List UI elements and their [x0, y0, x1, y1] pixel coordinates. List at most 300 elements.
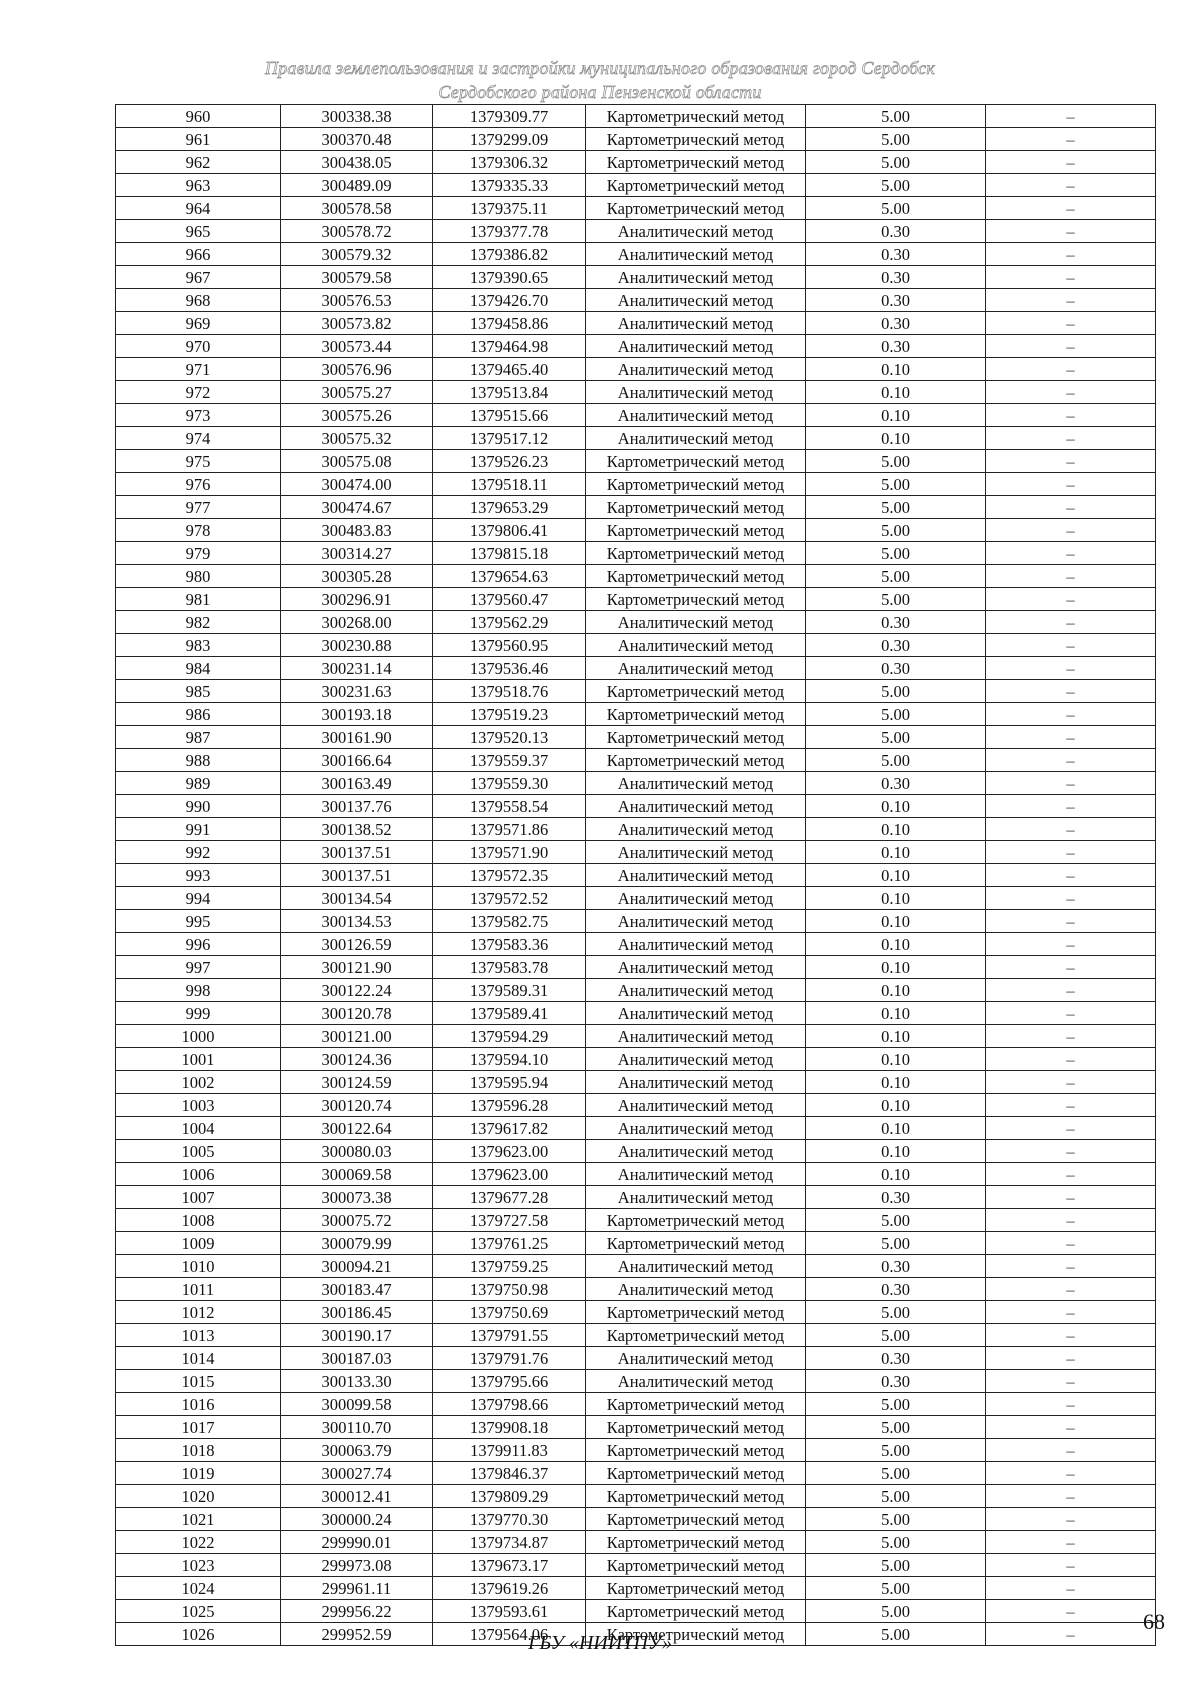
note-cell: – [986, 404, 1156, 427]
x-coordinate-cell: 300121.90 [281, 956, 433, 979]
x-coordinate-cell: 300474.00 [281, 473, 433, 496]
table-row [116, 197, 1156, 220]
x-coordinate-cell: 300578.72 [281, 220, 433, 243]
point-number-cell: 1004 [116, 1117, 281, 1140]
point-number-cell: 1026 [116, 1623, 281, 1646]
method-cell: Аналитический метод [586, 381, 806, 404]
point-number-cell: 1008 [116, 1209, 281, 1232]
accuracy-cell: 5.00 [806, 1439, 986, 1462]
note-cell: – [986, 1600, 1156, 1623]
point-number-cell: 961 [116, 128, 281, 151]
note-cell: – [986, 956, 1156, 979]
y-coordinate-cell: 1379734.87 [433, 1531, 586, 1554]
point-number-cell: 967 [116, 266, 281, 289]
x-coordinate-cell: 300483.83 [281, 519, 433, 542]
y-coordinate-cell: 1379809.29 [433, 1485, 586, 1508]
x-coordinate-cell: 300314.27 [281, 542, 433, 565]
table-row [116, 266, 1156, 289]
table-row [116, 427, 1156, 450]
table-row [116, 1324, 1156, 1347]
point-number-cell: 1011 [116, 1278, 281, 1301]
x-coordinate-cell: 300186.45 [281, 1301, 433, 1324]
point-number-cell: 1020 [116, 1485, 281, 1508]
accuracy-cell: 5.00 [806, 128, 986, 151]
y-coordinate-cell: 1379572.52 [433, 887, 586, 910]
table-row [116, 749, 1156, 772]
y-coordinate-cell: 1379791.55 [433, 1324, 586, 1347]
y-coordinate-cell: 1379677.28 [433, 1186, 586, 1209]
point-number-cell: 974 [116, 427, 281, 450]
y-coordinate-cell: 1379750.98 [433, 1278, 586, 1301]
point-number-cell: 962 [116, 151, 281, 174]
accuracy-cell: 0.30 [806, 1370, 986, 1393]
y-coordinate-cell: 1379309.77 [433, 105, 586, 128]
y-coordinate-cell: 1379589.31 [433, 979, 586, 1002]
y-coordinate-cell: 1379562.29 [433, 611, 586, 634]
point-number-cell: 1016 [116, 1393, 281, 1416]
note-cell: – [986, 1163, 1156, 1186]
y-coordinate-cell: 1379594.29 [433, 1025, 586, 1048]
method-cell: Картометрический метод [586, 450, 806, 473]
point-number-cell: 970 [116, 335, 281, 358]
method-cell: Аналитический метод [586, 611, 806, 634]
y-coordinate-cell: 1379519.23 [433, 703, 586, 726]
y-coordinate-cell: 1379560.95 [433, 634, 586, 657]
method-cell: Картометрический метод [586, 1301, 806, 1324]
accuracy-cell: 5.00 [806, 496, 986, 519]
accuracy-cell: 0.30 [806, 1278, 986, 1301]
accuracy-cell: 0.10 [806, 841, 986, 864]
point-number-cell: 999 [116, 1002, 281, 1025]
point-number-cell: 995 [116, 910, 281, 933]
accuracy-cell: 5.00 [806, 1209, 986, 1232]
x-coordinate-cell: 300124.59 [281, 1071, 433, 1094]
table-row [116, 933, 1156, 956]
accuracy-cell: 5.00 [806, 680, 986, 703]
accuracy-cell: 5.00 [806, 151, 986, 174]
note-cell: – [986, 910, 1156, 933]
point-number-cell: 963 [116, 174, 281, 197]
running-header-line-1: Правила землепользования и застройки муниципального образования город Сердобск [265, 58, 935, 78]
note-cell: – [986, 1439, 1156, 1462]
y-coordinate-cell: 1379759.25 [433, 1255, 586, 1278]
method-cell: Аналитический метод [586, 1117, 806, 1140]
note-cell: – [986, 1117, 1156, 1140]
x-coordinate-cell: 300120.74 [281, 1094, 433, 1117]
y-coordinate-cell: 1379798.66 [433, 1393, 586, 1416]
method-cell: Аналитический метод [586, 1255, 806, 1278]
accuracy-cell: 0.30 [806, 1347, 986, 1370]
method-cell: Аналитический метод [586, 1071, 806, 1094]
method-cell: Картометрический метод [586, 565, 806, 588]
point-number-cell: 964 [116, 197, 281, 220]
table-row [116, 473, 1156, 496]
table-row [116, 1048, 1156, 1071]
accuracy-cell: 5.00 [806, 174, 986, 197]
accuracy-cell: 0.10 [806, 1140, 986, 1163]
y-coordinate-cell: 1379377.78 [433, 220, 586, 243]
table-row [116, 1094, 1156, 1117]
note-cell: – [986, 427, 1156, 450]
x-coordinate-cell: 299990.01 [281, 1531, 433, 1554]
accuracy-cell: 5.00 [806, 1577, 986, 1600]
y-coordinate-cell: 1379517.12 [433, 427, 586, 450]
table-row [116, 289, 1156, 312]
table-row [116, 1002, 1156, 1025]
footer-organization: ГБУ «НИИТПУ» [528, 1632, 672, 1654]
x-coordinate-cell: 300579.32 [281, 243, 433, 266]
y-coordinate-cell: 1379386.82 [433, 243, 586, 266]
method-cell: Картометрический метод [586, 1232, 806, 1255]
note-cell: – [986, 1094, 1156, 1117]
table-row [116, 1117, 1156, 1140]
y-coordinate-cell: 1379559.30 [433, 772, 586, 795]
y-coordinate-cell: 1379654.63 [433, 565, 586, 588]
y-coordinate-cell: 1379595.94 [433, 1071, 586, 1094]
x-coordinate-cell: 300474.67 [281, 496, 433, 519]
x-coordinate-cell: 300575.08 [281, 450, 433, 473]
accuracy-cell: 0.30 [806, 289, 986, 312]
note-cell: – [986, 887, 1156, 910]
accuracy-cell: 0.10 [806, 933, 986, 956]
point-number-cell: 988 [116, 749, 281, 772]
x-coordinate-cell: 300133.30 [281, 1370, 433, 1393]
point-number-cell: 1017 [116, 1416, 281, 1439]
x-coordinate-cell: 300122.64 [281, 1117, 433, 1140]
note-cell: – [986, 358, 1156, 381]
point-number-cell: 991 [116, 818, 281, 841]
table-row [116, 105, 1156, 128]
x-coordinate-cell: 300575.26 [281, 404, 433, 427]
table-row [116, 496, 1156, 519]
table-row [116, 818, 1156, 841]
note-cell: – [986, 519, 1156, 542]
note-cell: – [986, 1393, 1156, 1416]
table-row [116, 979, 1156, 1002]
accuracy-cell: 5.00 [806, 1462, 986, 1485]
x-coordinate-cell: 300079.99 [281, 1232, 433, 1255]
point-number-cell: 960 [116, 105, 281, 128]
accuracy-cell: 5.00 [806, 519, 986, 542]
x-coordinate-cell: 300138.52 [281, 818, 433, 841]
method-cell: Аналитический метод [586, 427, 806, 450]
y-coordinate-cell: 1379673.17 [433, 1554, 586, 1577]
y-coordinate-cell: 1379515.66 [433, 404, 586, 427]
x-coordinate-cell: 300122.24 [281, 979, 433, 1002]
y-coordinate-cell: 1379464.98 [433, 335, 586, 358]
accuracy-cell: 0.10 [806, 887, 986, 910]
x-coordinate-cell: 300190.17 [281, 1324, 433, 1347]
point-number-cell: 1025 [116, 1600, 281, 1623]
y-coordinate-cell: 1379761.25 [433, 1232, 586, 1255]
accuracy-cell: 5.00 [806, 197, 986, 220]
note-cell: – [986, 105, 1156, 128]
method-cell: Картометрический метод [586, 1508, 806, 1531]
accuracy-cell: 0.10 [806, 427, 986, 450]
note-cell: – [986, 634, 1156, 657]
x-coordinate-cell: 300137.51 [281, 864, 433, 887]
method-cell: Картометрический метод [586, 1462, 806, 1485]
note-cell: – [986, 703, 1156, 726]
y-coordinate-cell: 1379594.10 [433, 1048, 586, 1071]
point-number-cell: 996 [116, 933, 281, 956]
method-cell: Аналитический метод [586, 358, 806, 381]
x-coordinate-cell: 300575.27 [281, 381, 433, 404]
table-row [116, 1462, 1156, 1485]
method-cell: Аналитический метод [586, 404, 806, 427]
accuracy-cell: 0.10 [806, 358, 986, 381]
y-coordinate-cell: 1379518.11 [433, 473, 586, 496]
method-cell: Картометрический метод [586, 1439, 806, 1462]
method-cell: Аналитический метод [586, 312, 806, 335]
table-row [116, 1416, 1156, 1439]
accuracy-cell: 0.10 [806, 1025, 986, 1048]
point-number-cell: 1002 [116, 1071, 281, 1094]
y-coordinate-cell: 1379623.00 [433, 1140, 586, 1163]
accuracy-cell: 0.10 [806, 864, 986, 887]
accuracy-cell: 5.00 [806, 1485, 986, 1508]
note-cell: – [986, 818, 1156, 841]
accuracy-cell: 5.00 [806, 749, 986, 772]
point-number-cell: 1006 [116, 1163, 281, 1186]
method-cell: Аналитический метод [586, 1163, 806, 1186]
method-cell: Аналитический метод [586, 956, 806, 979]
method-cell: Аналитический метод [586, 634, 806, 657]
method-cell: Аналитический метод [586, 841, 806, 864]
accuracy-cell: 0.10 [806, 1071, 986, 1094]
accuracy-cell: 0.10 [806, 1094, 986, 1117]
method-cell: Аналитический метод [586, 289, 806, 312]
x-coordinate-cell: 300268.00 [281, 611, 433, 634]
method-cell: Аналитический метод [586, 979, 806, 1002]
x-coordinate-cell: 300110.70 [281, 1416, 433, 1439]
page-number: 68 [1143, 1609, 1165, 1634]
method-cell: Картометрический метод [586, 749, 806, 772]
x-coordinate-cell: 300296.91 [281, 588, 433, 611]
point-number-cell: 993 [116, 864, 281, 887]
note-cell: – [986, 289, 1156, 312]
point-number-cell: 1012 [116, 1301, 281, 1324]
method-cell: Аналитический метод [586, 795, 806, 818]
accuracy-cell: 0.10 [806, 818, 986, 841]
point-number-cell: 987 [116, 726, 281, 749]
method-cell: Аналитический метод [586, 266, 806, 289]
method-cell: Картометрический метод [586, 1577, 806, 1600]
y-coordinate-cell: 1379750.69 [433, 1301, 586, 1324]
method-cell: Аналитический метод [586, 1370, 806, 1393]
table-row [116, 726, 1156, 749]
y-coordinate-cell: 1379911.83 [433, 1439, 586, 1462]
point-number-cell: 981 [116, 588, 281, 611]
point-number-cell: 973 [116, 404, 281, 427]
note-cell: – [986, 174, 1156, 197]
note-cell: – [986, 1623, 1156, 1646]
x-coordinate-cell: 300012.41 [281, 1485, 433, 1508]
y-coordinate-cell: 1379846.37 [433, 1462, 586, 1485]
x-coordinate-cell: 300163.49 [281, 772, 433, 795]
method-cell: Аналитический метод [586, 1002, 806, 1025]
method-cell: Картометрический метод [586, 1393, 806, 1416]
note-cell: – [986, 335, 1156, 358]
table-row [116, 1554, 1156, 1577]
point-number-cell: 982 [116, 611, 281, 634]
y-coordinate-cell: 1379571.90 [433, 841, 586, 864]
note-cell: – [986, 542, 1156, 565]
accuracy-cell: 0.30 [806, 657, 986, 680]
y-coordinate-cell: 1379335.33 [433, 174, 586, 197]
point-number-cell: 979 [116, 542, 281, 565]
note-cell: – [986, 1209, 1156, 1232]
accuracy-cell: 0.30 [806, 312, 986, 335]
x-coordinate-cell: 300027.74 [281, 1462, 433, 1485]
y-coordinate-cell: 1379596.28 [433, 1094, 586, 1117]
table-row [116, 634, 1156, 657]
accuracy-cell: 0.30 [806, 611, 986, 634]
note-cell: – [986, 1071, 1156, 1094]
y-coordinate-cell: 1379306.32 [433, 151, 586, 174]
y-coordinate-cell: 1379791.76 [433, 1347, 586, 1370]
coordinates-table [115, 104, 1156, 1646]
note-cell: – [986, 312, 1156, 335]
point-number-cell: 1001 [116, 1048, 281, 1071]
table-row [116, 243, 1156, 266]
point-number-cell: 969 [116, 312, 281, 335]
table-row [116, 404, 1156, 427]
table-row [116, 1393, 1156, 1416]
note-cell: – [986, 266, 1156, 289]
x-coordinate-cell: 300124.36 [281, 1048, 433, 1071]
table-row [116, 1301, 1156, 1324]
note-cell: – [986, 657, 1156, 680]
method-cell: Картометрический метод [586, 1416, 806, 1439]
x-coordinate-cell: 300230.88 [281, 634, 433, 657]
method-cell: Аналитический метод [586, 657, 806, 680]
note-cell: – [986, 979, 1156, 1002]
x-coordinate-cell: 300370.48 [281, 128, 433, 151]
y-coordinate-cell: 1379806.41 [433, 519, 586, 542]
note-cell: – [986, 933, 1156, 956]
table-row [116, 772, 1156, 795]
accuracy-cell: 5.00 [806, 450, 986, 473]
note-cell: – [986, 1577, 1156, 1600]
table-row [116, 1531, 1156, 1554]
note-cell: – [986, 565, 1156, 588]
note-cell: – [986, 1370, 1156, 1393]
x-coordinate-cell: 300231.14 [281, 657, 433, 680]
accuracy-cell: 5.00 [806, 588, 986, 611]
note-cell: – [986, 588, 1156, 611]
y-coordinate-cell: 1379564.06 [433, 1623, 586, 1646]
table-row [116, 128, 1156, 151]
note-cell: – [986, 381, 1156, 404]
method-cell: Аналитический метод [586, 1278, 806, 1301]
accuracy-cell: 0.10 [806, 381, 986, 404]
accuracy-cell: 0.10 [806, 979, 986, 1002]
accuracy-cell: 0.10 [806, 1002, 986, 1025]
y-coordinate-cell: 1379582.75 [433, 910, 586, 933]
method-cell: Аналитический метод [586, 864, 806, 887]
note-cell: – [986, 795, 1156, 818]
point-number-cell: 971 [116, 358, 281, 381]
point-number-cell: 965 [116, 220, 281, 243]
point-number-cell: 976 [116, 473, 281, 496]
table-body [116, 105, 1156, 1646]
accuracy-cell: 0.30 [806, 1186, 986, 1209]
accuracy-cell: 5.00 [806, 1623, 986, 1646]
method-cell: Картометрический метод [586, 703, 806, 726]
point-number-cell: 998 [116, 979, 281, 1002]
x-coordinate-cell: 300134.54 [281, 887, 433, 910]
x-coordinate-cell: 300573.82 [281, 312, 433, 335]
point-number-cell: 1015 [116, 1370, 281, 1393]
accuracy-cell: 0.10 [806, 910, 986, 933]
method-cell: Картометрический метод [586, 151, 806, 174]
y-coordinate-cell: 1379571.86 [433, 818, 586, 841]
table-row [116, 795, 1156, 818]
point-number-cell: 1009 [116, 1232, 281, 1255]
table-row [116, 1600, 1156, 1623]
note-cell: – [986, 1048, 1156, 1071]
accuracy-cell: 5.00 [806, 1508, 986, 1531]
table-row [116, 1278, 1156, 1301]
y-coordinate-cell: 1379572.35 [433, 864, 586, 887]
note-cell: – [986, 726, 1156, 749]
accuracy-cell: 5.00 [806, 1600, 986, 1623]
y-coordinate-cell: 1379375.11 [433, 197, 586, 220]
accuracy-cell: 0.30 [806, 243, 986, 266]
table-row [116, 956, 1156, 979]
accuracy-cell: 5.00 [806, 1531, 986, 1554]
x-coordinate-cell: 300231.63 [281, 680, 433, 703]
point-number-cell: 1024 [116, 1577, 281, 1600]
accuracy-cell: 0.10 [806, 1048, 986, 1071]
x-coordinate-cell: 299956.22 [281, 1600, 433, 1623]
note-cell: – [986, 1531, 1156, 1554]
point-number-cell: 985 [116, 680, 281, 703]
method-cell: Картометрический метод [586, 197, 806, 220]
x-coordinate-cell: 300075.72 [281, 1209, 433, 1232]
method-cell: Аналитический метод [586, 243, 806, 266]
method-cell: Картометрический метод [586, 519, 806, 542]
table-row [116, 358, 1156, 381]
x-coordinate-cell: 300137.76 [281, 795, 433, 818]
table-row [116, 611, 1156, 634]
y-coordinate-cell: 1379653.29 [433, 496, 586, 519]
y-coordinate-cell: 1379465.40 [433, 358, 586, 381]
note-cell: – [986, 220, 1156, 243]
note-cell: – [986, 1508, 1156, 1531]
note-cell: – [986, 1324, 1156, 1347]
x-coordinate-cell: 300578.58 [281, 197, 433, 220]
y-coordinate-cell: 1379583.36 [433, 933, 586, 956]
method-cell: Картометрический метод [586, 542, 806, 565]
table-row [116, 1209, 1156, 1232]
running-header-line-2: Сердобского района Пензенской области [438, 82, 762, 102]
table-row [116, 174, 1156, 197]
x-coordinate-cell: 300575.32 [281, 427, 433, 450]
table-row [116, 151, 1156, 174]
accuracy-cell: 0.10 [806, 1163, 986, 1186]
note-cell: – [986, 1002, 1156, 1025]
table-row [116, 312, 1156, 335]
method-cell: Картометрический метод [586, 588, 806, 611]
point-number-cell: 1021 [116, 1508, 281, 1531]
y-coordinate-cell: 1379583.78 [433, 956, 586, 979]
accuracy-cell: 0.10 [806, 1117, 986, 1140]
table-row [116, 1186, 1156, 1209]
point-number-cell: 984 [116, 657, 281, 680]
method-cell: Аналитический метод [586, 1048, 806, 1071]
